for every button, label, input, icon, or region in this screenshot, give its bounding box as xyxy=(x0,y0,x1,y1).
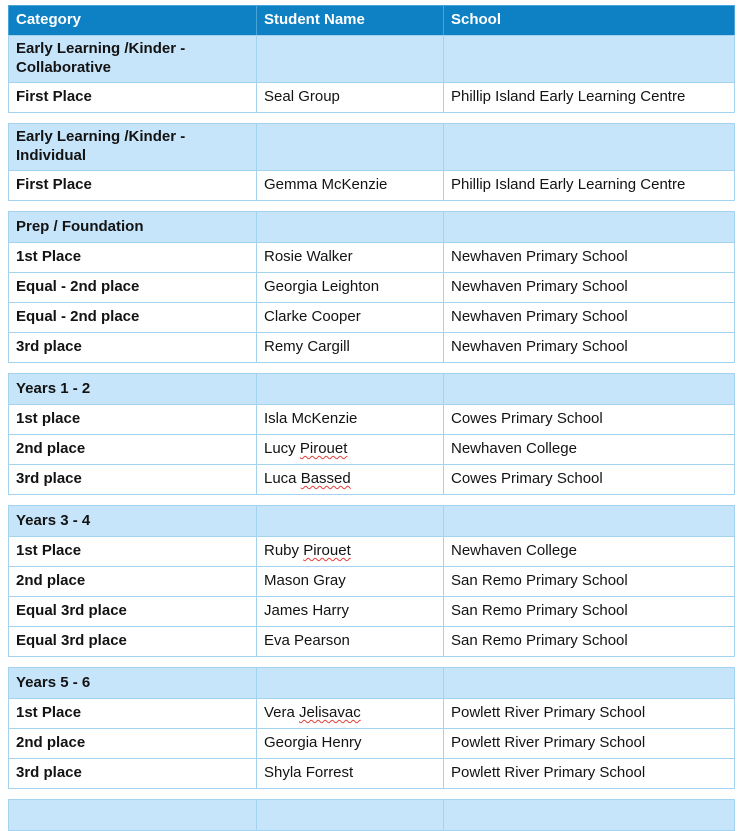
student-cell xyxy=(257,435,444,465)
student-name: Mason Gray xyxy=(264,572,346,590)
section-header-row xyxy=(9,506,735,537)
misspelled-word: Pirouet xyxy=(303,542,351,560)
category-cell: 3rd place xyxy=(9,759,257,789)
student-name: James Harry xyxy=(264,602,350,620)
section-title-cell: Early Learning /Kinder - Individual xyxy=(9,124,257,171)
section-title-cell: Years 5 - 6 xyxy=(9,668,257,699)
student-cell xyxy=(257,759,444,789)
table-row xyxy=(9,759,735,789)
empty-cell xyxy=(257,374,444,405)
school-cell: Cowes Primary School xyxy=(444,465,735,495)
school-cell: San Remo Primary School xyxy=(444,627,735,657)
results-section-early-learning-collaborative xyxy=(8,5,735,113)
school-cell: Phillip Island Early Learning Centre xyxy=(444,171,735,201)
student-cell xyxy=(257,243,444,273)
table-row xyxy=(9,699,735,729)
partial-next-section xyxy=(8,799,735,831)
school-cell: Powlett River Primary School xyxy=(444,759,735,789)
category-cell: 3rd place xyxy=(9,333,257,363)
column-header-school: School xyxy=(444,6,735,36)
school-cell: Newhaven Primary School xyxy=(444,333,735,363)
results-section-years-3-4 xyxy=(8,505,735,657)
category-cell: 1st Place xyxy=(9,699,257,729)
empty-cell xyxy=(257,668,444,699)
table-row xyxy=(9,567,735,597)
school-cell: Newhaven Primary School xyxy=(444,243,735,273)
student-cell xyxy=(257,333,444,363)
empty-cell xyxy=(257,212,444,243)
section-title-cell: Prep / Foundation xyxy=(9,212,257,243)
student-name: Rosie Walker xyxy=(264,248,353,266)
category-cell: Equal 3rd place xyxy=(9,627,257,657)
school-cell: Cowes Primary School xyxy=(444,405,735,435)
student-name: Isla McKenzie xyxy=(264,410,358,428)
school-cell: Powlett River Primary School xyxy=(444,699,735,729)
table-row xyxy=(9,171,735,201)
table-row xyxy=(9,537,735,567)
section-header-row xyxy=(9,124,735,171)
student-name: Lucy xyxy=(264,440,296,458)
student-name: Ruby xyxy=(264,542,300,560)
student-name: Clarke Cooper xyxy=(264,308,361,326)
results-section-years-1-2 xyxy=(8,373,735,495)
student-name: Seal Group xyxy=(264,88,340,106)
empty-cell xyxy=(444,374,735,405)
table-row xyxy=(9,627,735,657)
empty-cell xyxy=(444,36,735,83)
category-cell: Equal - 2nd place xyxy=(9,273,257,303)
student-cell xyxy=(257,597,444,627)
empty-cell xyxy=(257,36,444,83)
table-row xyxy=(9,243,735,273)
section-header-row xyxy=(9,668,735,699)
category-cell: 1st Place xyxy=(9,243,257,273)
empty-cell xyxy=(257,800,444,831)
results-section-years-5-6 xyxy=(8,667,735,789)
student-cell xyxy=(257,303,444,333)
school-cell: Newhaven Primary School xyxy=(444,303,735,333)
empty-cell xyxy=(9,800,257,831)
table-row xyxy=(9,333,735,363)
school-cell: San Remo Primary School xyxy=(444,597,735,627)
table-row xyxy=(9,273,735,303)
empty-cell xyxy=(444,800,735,831)
category-cell: First Place xyxy=(9,171,257,201)
results-section-prep-foundation xyxy=(8,211,735,363)
table-row xyxy=(9,83,735,113)
misspelled-word: Bassed xyxy=(300,470,351,488)
student-cell xyxy=(257,567,444,597)
misspelled-word: Pirouet xyxy=(299,440,348,458)
student-cell xyxy=(257,273,444,303)
student-cell xyxy=(257,171,444,201)
student-name: Luca xyxy=(264,470,297,488)
misspelled-word: Jelisavac xyxy=(299,704,361,722)
student-cell xyxy=(257,465,444,495)
empty-cell xyxy=(257,506,444,537)
column-header-student-name: Student Name xyxy=(257,6,444,36)
category-cell: First Place xyxy=(9,83,257,113)
category-cell: 2nd place xyxy=(9,435,257,465)
table-row xyxy=(9,729,735,759)
student-cell xyxy=(257,83,444,113)
empty-cell xyxy=(444,506,735,537)
school-cell: San Remo Primary School xyxy=(444,567,735,597)
section-title-cell: Early Learning /Kinder - Collaborative xyxy=(9,36,257,83)
results-section-early-learning-individual xyxy=(8,123,735,201)
section-header-row xyxy=(9,212,735,243)
table-row xyxy=(9,597,735,627)
empty-cell xyxy=(444,124,735,171)
student-cell xyxy=(257,729,444,759)
school-cell: Newhaven Primary School xyxy=(444,273,735,303)
student-cell xyxy=(257,699,444,729)
student-name: Georgia Henry xyxy=(264,734,362,752)
category-cell: Equal - 2nd place xyxy=(9,303,257,333)
school-cell: Phillip Island Early Learning Centre xyxy=(444,83,735,113)
school-cell: Newhaven College xyxy=(444,435,735,465)
student-cell xyxy=(257,537,444,567)
section-header-row xyxy=(9,36,735,83)
student-name: Vera xyxy=(264,704,295,722)
category-cell: 1st Place xyxy=(9,537,257,567)
table-row xyxy=(9,303,735,333)
column-header-category: Category xyxy=(9,6,257,36)
empty-cell xyxy=(444,212,735,243)
category-cell: Equal 3rd place xyxy=(9,597,257,627)
table-row xyxy=(9,435,735,465)
student-cell xyxy=(257,405,444,435)
student-name: Shyla Forrest xyxy=(264,764,354,782)
section-title-cell: Years 1 - 2 xyxy=(9,374,257,405)
student-name: Remy Cargill xyxy=(264,338,350,356)
category-cell: 2nd place xyxy=(9,567,257,597)
section-header-row-partial xyxy=(9,800,735,831)
category-cell: 3rd place xyxy=(9,465,257,495)
section-header-row xyxy=(9,374,735,405)
student-name: Eva Pearson xyxy=(264,632,350,650)
empty-cell xyxy=(257,124,444,171)
student-name: Gemma McKenzie xyxy=(264,176,388,194)
section-title-cell: Years 3 - 4 xyxy=(9,506,257,537)
category-cell: 2nd place xyxy=(9,729,257,759)
school-cell: Newhaven College xyxy=(444,537,735,567)
student-name: Georgia Leighton xyxy=(264,278,380,296)
table-row xyxy=(9,465,735,495)
empty-cell xyxy=(444,668,735,699)
school-cell: Powlett River Primary School xyxy=(444,729,735,759)
category-cell: 1st place xyxy=(9,405,257,435)
table-row xyxy=(9,405,735,435)
student-cell xyxy=(257,627,444,657)
column-header-row xyxy=(9,6,735,36)
